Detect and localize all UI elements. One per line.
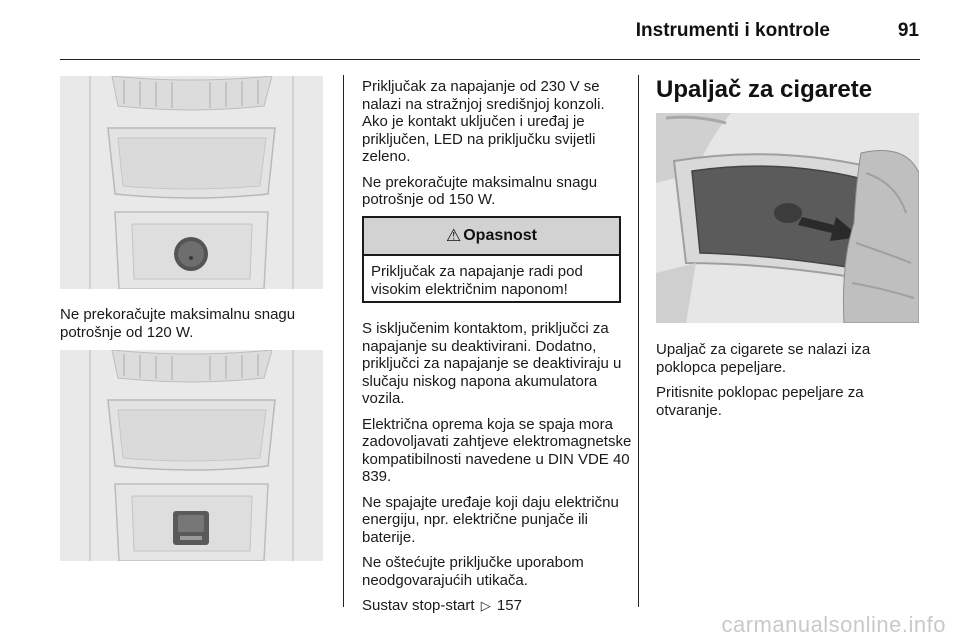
warning-header bbox=[364, 218, 619, 256]
figure-rear-console-230v-socket bbox=[60, 350, 323, 561]
warning-text: Priključak za napajanje radi pod visokim električnim naponom! bbox=[371, 263, 583, 298]
warning-box bbox=[362, 216, 621, 303]
paragraph-230v-socket: Priključak za napajanje od 230 V se nalazi na stražnjoj središnjoj konzoli. Ako je kontakt uključen i uređaj je priključen, LED na priključku svijetli zeleno. bbox=[362, 78, 605, 165]
column-divider-left bbox=[343, 75, 344, 607]
crossref-stop-start[interactable]: Sustav stop-start ▷ 157 bbox=[362, 597, 522, 614]
warning-title: Opasnost bbox=[463, 227, 538, 244]
paragraph-lighter-open: Pritisnite poklopac pepeljare za otvaranje. bbox=[656, 384, 864, 419]
paragraph-no-power-devices: Ne spajajte uređaje koji daju električnu energiju, npr. električne punjače ili baterije. bbox=[362, 493, 619, 546]
right-text bbox=[656, 341, 920, 427]
section-title: Upaljač za cigarete bbox=[656, 76, 873, 103]
middle-text-bottom bbox=[362, 320, 632, 623]
paragraph-emc: Električna oprema koja se spaja mora zadovoljavati zahtjeve elektromagnetske kompatibilnosti navedene u DIN VDE 40 839. bbox=[362, 415, 632, 485]
paragraph-max-150w: Ne prekoračujte maksimalnu snagu potrošnje od 150 W. bbox=[362, 173, 598, 208]
reference-arrow-icon: ▷ bbox=[480, 598, 491, 613]
column-divider-right bbox=[638, 75, 639, 607]
watermark: carmanualsonline.info bbox=[721, 612, 946, 637]
header-rule bbox=[60, 59, 920, 60]
page-number: 91 bbox=[897, 20, 919, 41]
figure-cigarette-lighter bbox=[656, 113, 919, 323]
header-title: Instrumenti i kontrole bbox=[635, 20, 830, 41]
paragraph-lighter-location: Upaljač za cigarete se nalazi iza poklopca pepeljare. bbox=[656, 341, 871, 376]
paragraph-plugs: Ne oštećujte priključke uporabom neodgovarajućih utikača. bbox=[362, 554, 584, 589]
figure-rear-console-round-socket bbox=[60, 76, 323, 289]
middle-text-top bbox=[362, 78, 632, 217]
caption-left-1: Ne prekoračujte maksimalnu snagu potrošnje od 120 W. bbox=[60, 306, 296, 341]
paragraph-deactivation: S isključenim kontaktom, priključci za napajanje su deaktivirani. Dodatno, priključci za napajanje se deaktiviraju u slučaju niskog napona akumulatora vozila. bbox=[362, 320, 622, 407]
warning-triangle-icon: ⚠ bbox=[445, 226, 462, 245]
